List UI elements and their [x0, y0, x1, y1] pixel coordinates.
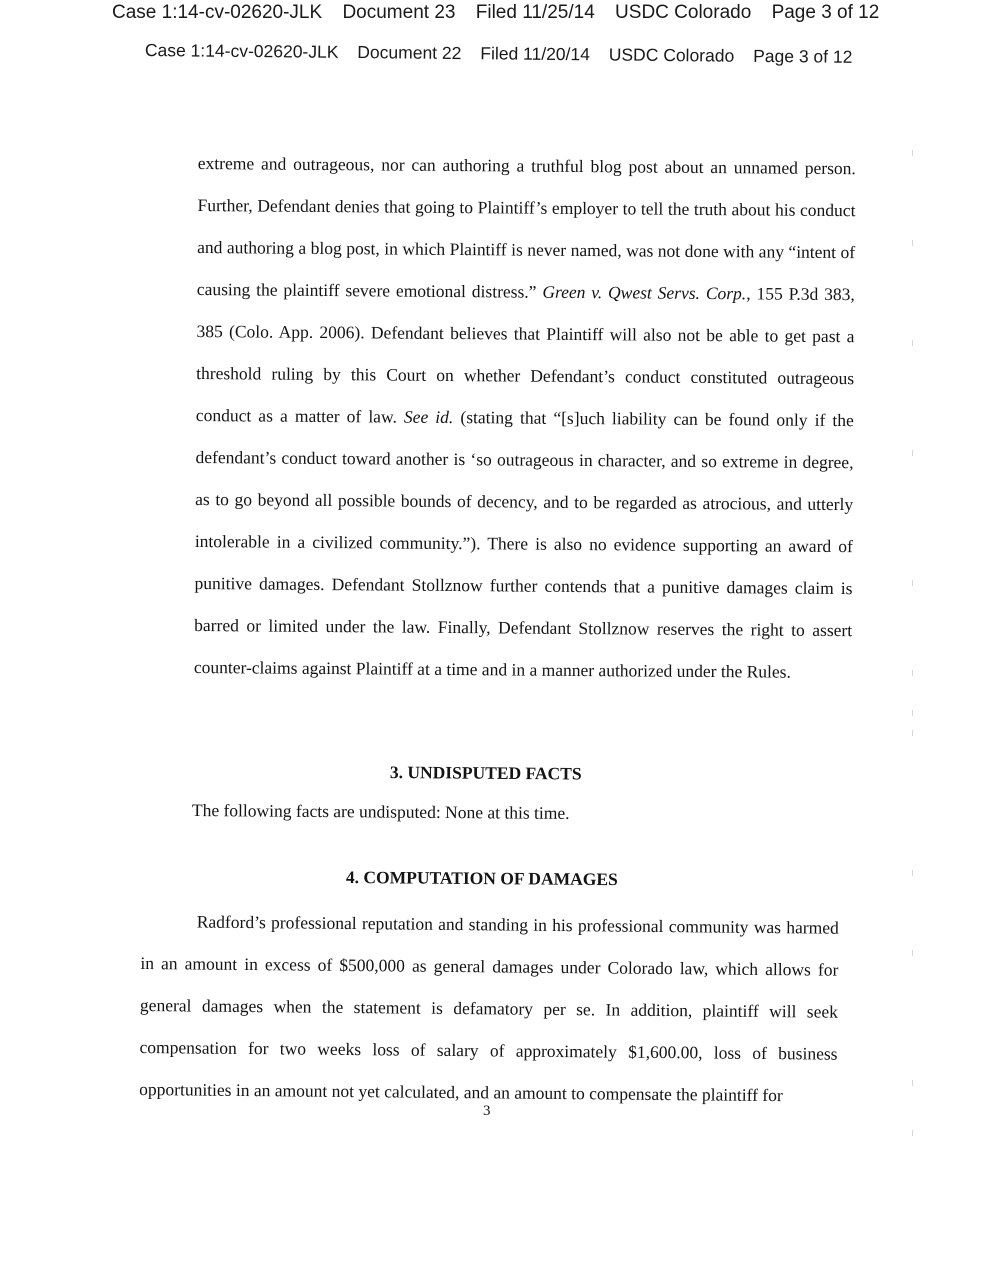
court-header-stamp-top — [112, 2, 894, 24]
paragraph-text-a: extreme and outrageous, nor can authoring a truthful blog post about an unnamed person. Further, Defendant denies that going to Plaintiff’s employer to tell the truth about his conduct and authoring a blog post, in which Plaintiff is never named, was not done with any “intent of causing the plaintiff severe emotional distress.” — [196, 152, 856, 302]
damages-paragraph: Radford’s professional reputation and standing in his professional community was harmed in an amount in excess of $500,000 as general damages under Colorado law, which allows for general damages when the statement is defamatory per se. In addition, plaintiff will seek compensation for two weeks loss of salary of approximately $1,600.00, loss of business opportunities in an amount not yet calculated, and an amount to compensate the plaintiff for — [139, 911, 839, 1106]
header2-document-number: Document 22 — [357, 42, 462, 64]
header-court: USDC Colorado — [615, 2, 752, 23]
header-case-number: Case 1:14-cv-02620-JLK — [112, 2, 323, 23]
court-header-stamp-second — [145, 40, 867, 68]
paragraph-text-c: (stating that “[s]uch liability can be found only if the defendant’s conduct toward another is ‘so outrageous in character, and so extreme in degree, as to go beyond all possible bounds of decency, and to be regarded as atrocious, and utterly intolerable in a civilized community.”). There is also no evidence supporting an award of punitive damages. Defendant Stollznow further contends that a punitive damages claim is barred or limited under the law. Finally, Defendant Stollznow reserves the right to assert counter-claims against Plaintiff at a time and in a manner authorized under the Rules. — [193, 407, 854, 682]
scan-margin-marks — [912, 150, 914, 1150]
header2-case-number: Case 1:14-cv-02620-JLK — [144, 40, 339, 62]
header2-page-count: Page 3 of 12 — [753, 45, 853, 67]
see-id-citation: See id. — [403, 406, 454, 428]
header-page-count: Page 3 of 12 — [771, 2, 880, 23]
page-number: 3 — [483, 1103, 491, 1119]
paragraph-text-b: , 155 P.3d 383, 385 (Colo. App. 2006). Defendant believes that Plaintiff will also not be able to get past a threshold ruling by this Court on whether Defendant’s conduct constituted outrageous conduct as a matter of law. — [195, 283, 855, 427]
section-heading-computation-of-damages: 4. COMPUTATION OF DAMAGES — [345, 867, 618, 890]
header2-court: USDC Colorado — [608, 44, 735, 66]
header-document-number: Document 23 — [342, 2, 456, 23]
case-citation: Green v. Qwest Servs. Corp. — [542, 281, 747, 304]
defense-paragraph — [194, 142, 856, 693]
undisputed-facts-text: The following facts are undisputed: None at this time. — [191, 800, 570, 823]
section-heading-undisputed-facts: 3. UNDISPUTED FACTS — [389, 762, 582, 784]
header2-filed-date: Filed 11/20/14 — [480, 43, 591, 65]
header-filed-date: Filed 11/25/14 — [475, 2, 595, 23]
